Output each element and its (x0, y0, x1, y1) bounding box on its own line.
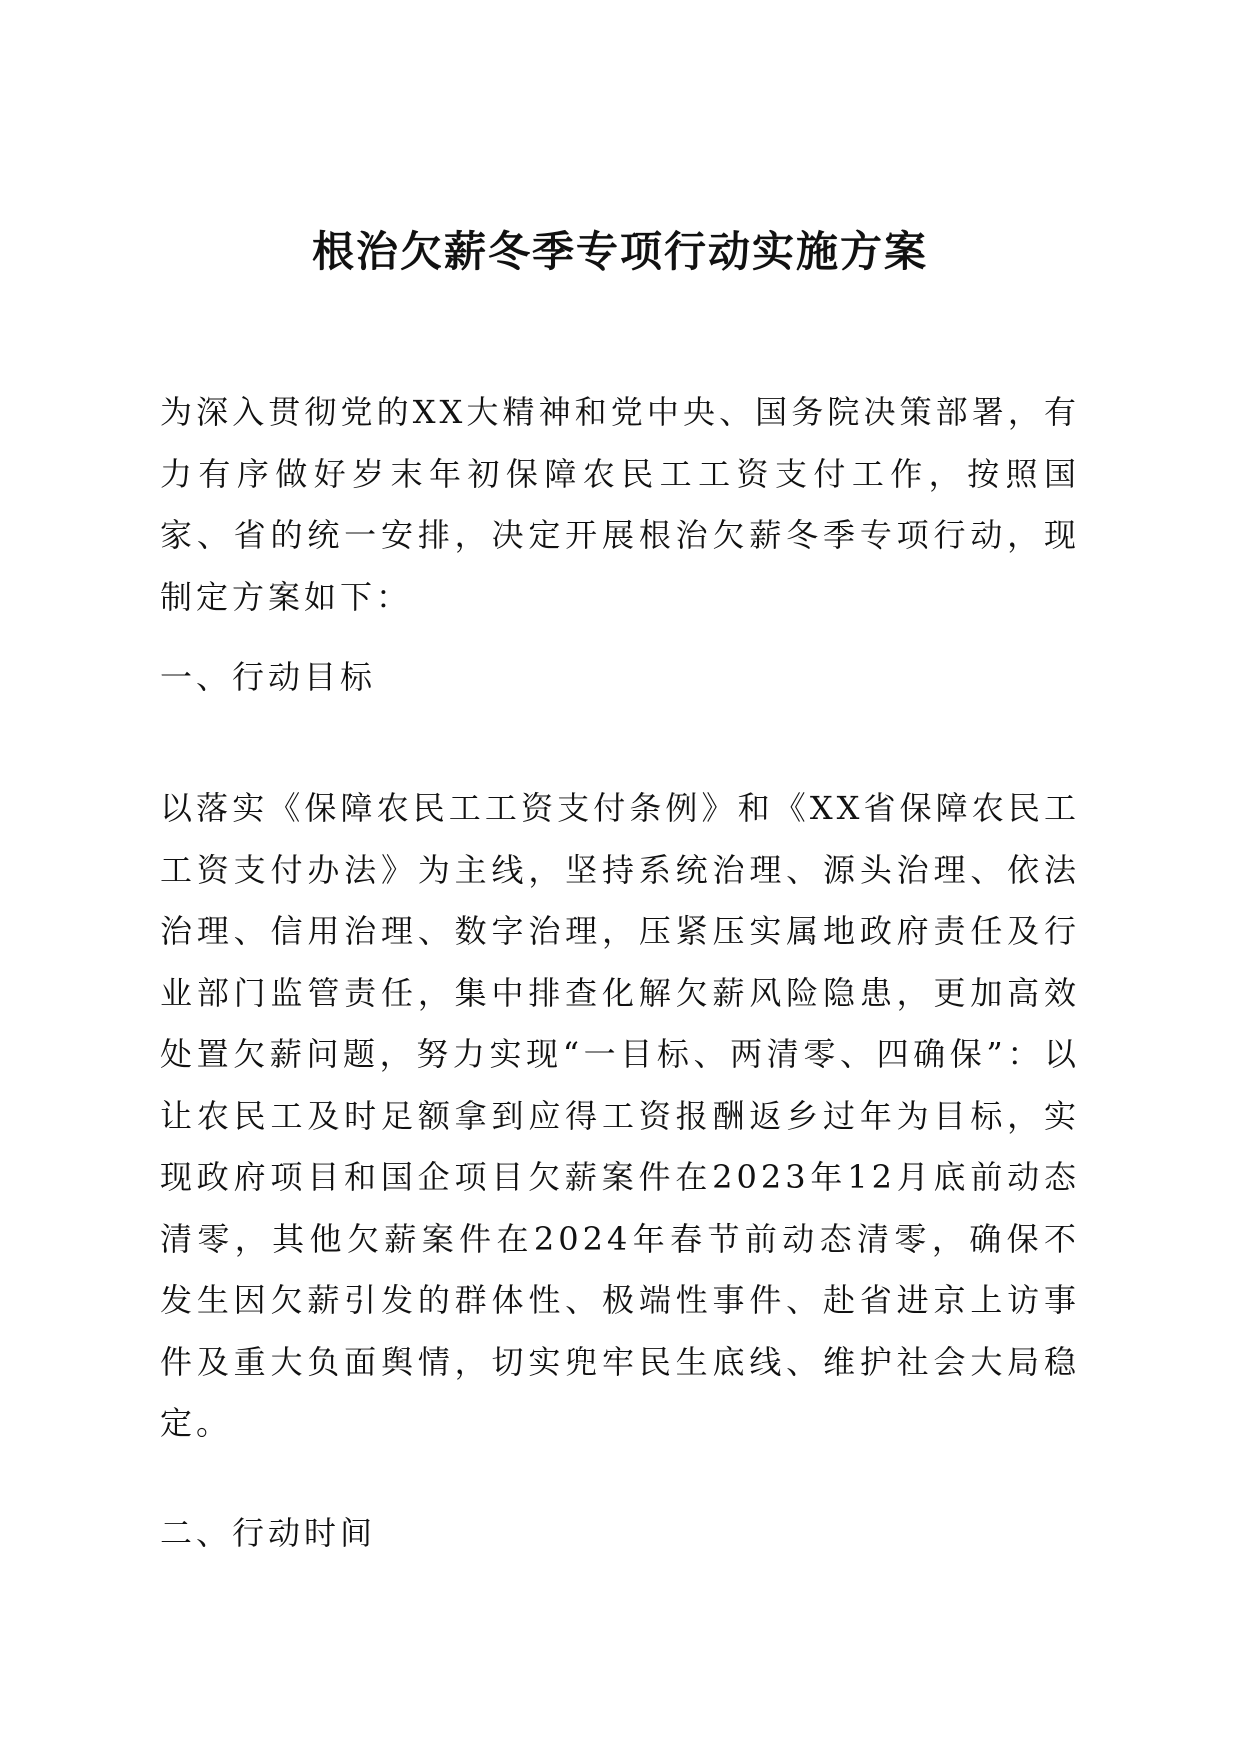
section-heading-time: 二、行动时间 (160, 1514, 377, 1552)
document-title: 根治欠薪冬季专项行动实施方案 (311, 227, 928, 276)
section-body-goals: 以落实《保障农民工工资支付条例》和《XX省保障农民工工资支付办法》为主线，坚持系统治理、源头治理、依法治理、信用治理、数字治理，压紧压实属地政府责任及行业部门监管责任，集中排查化解欠薪风险隐患，更加高效处置欠薪问题，努力实现“一目标、两清零、四确保”：以让农民工及时足额拿到应得工资报酬返乡过年为目标，实现政府项目和国企项目欠薪案件在2023年12月底前动态清零，其他欠薪案件在2024年春节前动态清零，确保不发生因欠薪引发的群体性、极端性事件、赴省进京上访事件及重大负面舆情，切实兜牢民生底线、维护社会大局稳定。 (160, 789, 1080, 1442)
section-heading-goals: 一、行动目标 (160, 658, 377, 696)
intro-paragraph: 为深入贯彻党的XX大精神和党中央、国务院决策部署，有力有序做好岁末年初保障农民工工资支付工作，按照国家、省的统一安排，决定开展根治欠薪冬季专项行动，现制定方案如下： (160, 393, 1080, 616)
